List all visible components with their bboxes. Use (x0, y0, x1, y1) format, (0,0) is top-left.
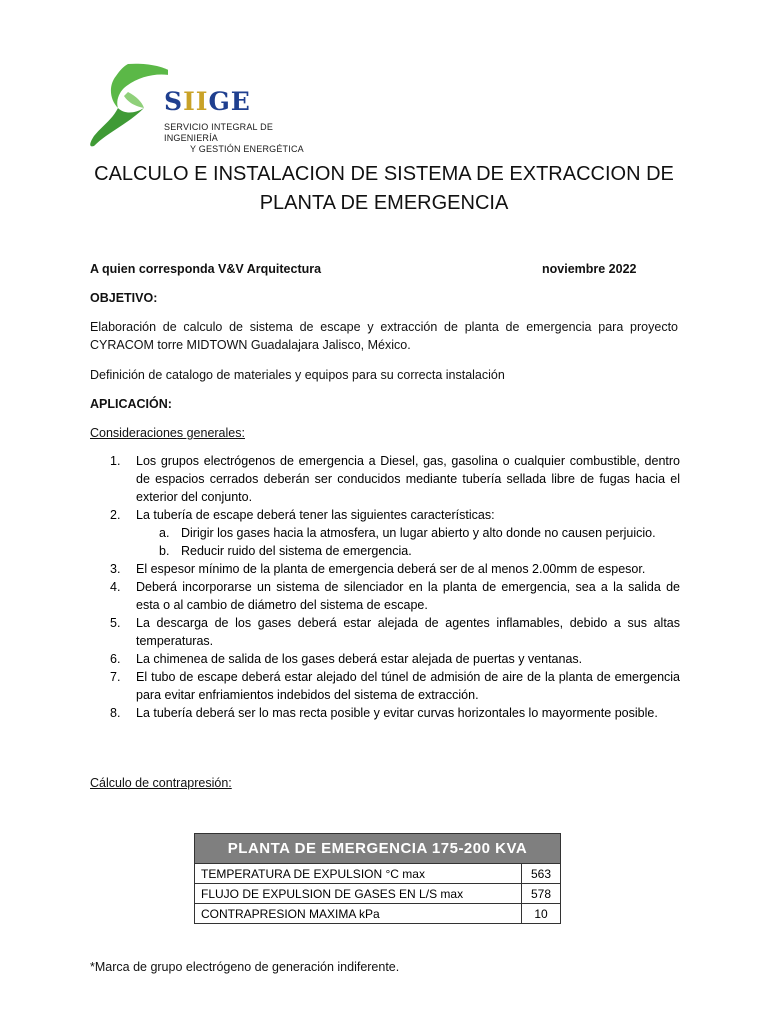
list-item: 4. Deberá incorporarse un sistema de silenciador en la planta de emergencia, sea a la salida de esta o al cambio de diámetro del sistema de escape. (110, 580, 680, 612)
list-item: 5. La descarga de los gases deberá estar alejada de agentes inflamables, debido a sus altas temperaturas. (110, 616, 680, 648)
sub-list-item: a. Dirigir los gases hacia la atmosfera, un lugar abierto y alto donde no causen perjuicio. (159, 526, 656, 540)
objective-heading: OBJETIVO: (90, 291, 158, 305)
objective-paragraph: Elaboración de calculo de sistema de escape y extracción de planta de emergencia para proyecto CYRACOM torre MIDTOWN Guadalajara Jalisco, México. (90, 320, 678, 352)
application-heading: APLICACIÓN: (90, 397, 172, 411)
company-logo (88, 62, 328, 152)
brand-name (164, 89, 251, 114)
sub-list (136, 524, 680, 560)
table-row (195, 904, 561, 924)
document-date: noviembre 2022 (542, 262, 637, 276)
list-item: 2. La tubería de escape deberá tener las siguientes características: a. Dirigir los gases hacia la atmosfera, un lugar abierto y alto donde no causen perjuicio. b. Reducir ruido del sistema de emergencia. (90, 506, 680, 560)
considerations-heading: Consideraciones generales: (90, 426, 245, 440)
sub-list-item: b. Reducir ruido del sistema de emergencia. (159, 544, 412, 558)
table-cell-value: 10 (522, 904, 561, 924)
brand-tagline: SERVICIO INTEGRAL DE INGENIERÍA Y GESTIÓN ENERGÉTICA (164, 122, 304, 154)
leaf-swoosh-icon (88, 62, 168, 152)
spec-table (194, 833, 561, 924)
list-item: 8. La tubería deberá ser lo mas recta posible y evitar curvas horizontales lo mayormente posible. (110, 706, 658, 720)
brand-text: SIIGE (164, 87, 251, 116)
table-cell-label: TEMPERATURA DE EXPULSION °C max (195, 864, 522, 884)
table-row (195, 884, 561, 904)
list-item: 6. La chimenea de salida de los gases deberá estar alejada de puertas y ventanas. (110, 652, 583, 666)
objective-paragraph-2: Definición de catalogo de materiales y equipos para su correcta instalación (90, 368, 505, 382)
document-title: CALCULO E INSTALACION DE SISTEMA DE EXTRACCION DE PLANTA DE EMERGENCIA (94, 163, 674, 214)
table-header: PLANTA DE EMERGENCIA 175-200 KVA (195, 834, 561, 864)
list-item: 7. El tubo de escape deberá estar alejado del túnel de admisión de aire de la planta de emergencia para evitar enfriamientos indebidos del sistema de extracción. (110, 670, 680, 702)
table-cell-value: 563 (522, 864, 561, 884)
table-row (195, 864, 561, 884)
considerations-list (90, 452, 680, 722)
table-header-row (195, 834, 561, 864)
list-item: 1. Los grupos electrógenos de emergencia a Diesel, gas, gasolina o cualquier combustible, dentro de espacios cerrados deberán ser conducidos mediante tubería sellada libre de fugas hacia el exterior del conjunto. (110, 454, 680, 504)
recipient-line: A quien corresponda V&V Arquitectura (90, 262, 322, 276)
table-cell-value: 578 (522, 884, 561, 904)
table-cell-label: CONTRAPRESION MAXIMA kPa (195, 904, 522, 924)
footnote: *Marca de grupo electrógeno de generación indiferente. (90, 960, 400, 974)
list-item: 3. El espesor mínimo de la planta de emergencia deberá ser de al menos 2.00mm de espesor. (110, 562, 646, 576)
backpressure-heading: Cálculo de contrapresión: (90, 776, 232, 790)
table-cell-label: FLUJO DE EXPULSION DE GASES EN L/S max (195, 884, 522, 904)
